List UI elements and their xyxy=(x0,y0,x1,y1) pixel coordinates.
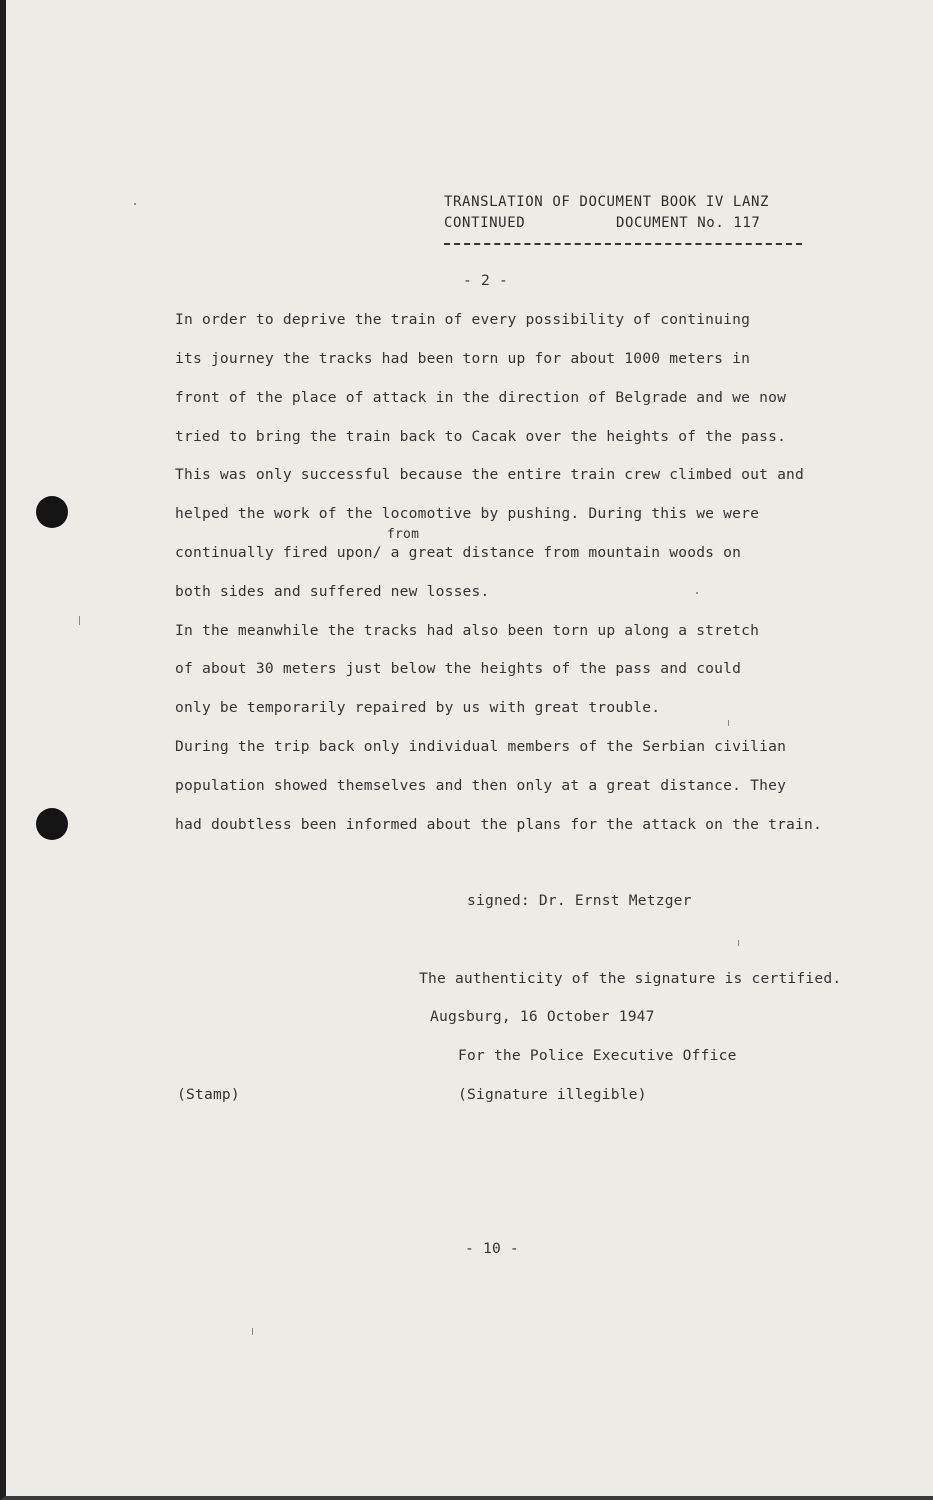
document-header-continued: CONTINUED xyxy=(444,215,526,231)
page-marker: - 2 - xyxy=(463,272,508,289)
certification-statement: The authenticity of the signature is certified. xyxy=(419,970,842,987)
header-divider xyxy=(444,243,802,245)
body-line: population showed themselves and then only at a great distance. They xyxy=(175,777,787,794)
body-line: In order to deprive the train of every possibility of continuing xyxy=(175,311,751,328)
paper-mark xyxy=(79,616,80,625)
document-number: DOCUMENT No. 117 xyxy=(616,215,761,231)
body-line: of about 30 meters just below the heights of the pass and could xyxy=(175,660,742,677)
certification-place-date: Augsburg, 16 October 1947 xyxy=(430,1008,655,1025)
body-line: This was only successful because the entire train crew climbed out and xyxy=(175,466,805,483)
body-line: In the meanwhile the tracks had also been torn up along a stretch xyxy=(175,622,760,639)
paper-mark xyxy=(728,720,729,726)
punch-hole-bottom xyxy=(36,808,68,840)
stamp-note: (Stamp) xyxy=(177,1086,240,1103)
signed-line: signed: Dr. Ernst Metzger xyxy=(467,892,692,909)
handwritten-insertion: from xyxy=(387,527,420,542)
body-line: During the trip back only individual members of the Serbian civilian xyxy=(175,738,787,755)
body-line: front of the place of attack in the direction of Belgrade and we now xyxy=(175,389,787,406)
paper-speck xyxy=(696,592,698,594)
body-line: tried to bring the train back to Cacak over the heights of the pass. xyxy=(175,428,787,445)
paper-speck xyxy=(134,203,136,205)
body-line: continually fired upon/ a great distance from mountain woods on xyxy=(175,544,742,561)
certification-office: For the Police Executive Office xyxy=(458,1047,737,1064)
body-line: helped the work of the locomotive by pushing. During this we were xyxy=(175,505,760,522)
paper-mark xyxy=(252,1328,253,1335)
paper-mark xyxy=(738,940,739,946)
document-header-title: TRANSLATION OF DOCUMENT BOOK IV LANZ xyxy=(444,194,770,210)
punch-hole-top xyxy=(36,496,68,528)
body-line: had doubtless been informed about the plans for the attack on the train. xyxy=(175,816,823,833)
body-line: its journey the tracks had been torn up for about 1000 meters in xyxy=(175,350,751,367)
page-number: - 10 - xyxy=(465,1240,519,1257)
body-line: both sides and suffered new losses. xyxy=(175,583,490,600)
certification-signature: (Signature illegible) xyxy=(458,1086,647,1103)
body-line: only be temporarily repaired by us with great trouble. xyxy=(175,699,661,716)
